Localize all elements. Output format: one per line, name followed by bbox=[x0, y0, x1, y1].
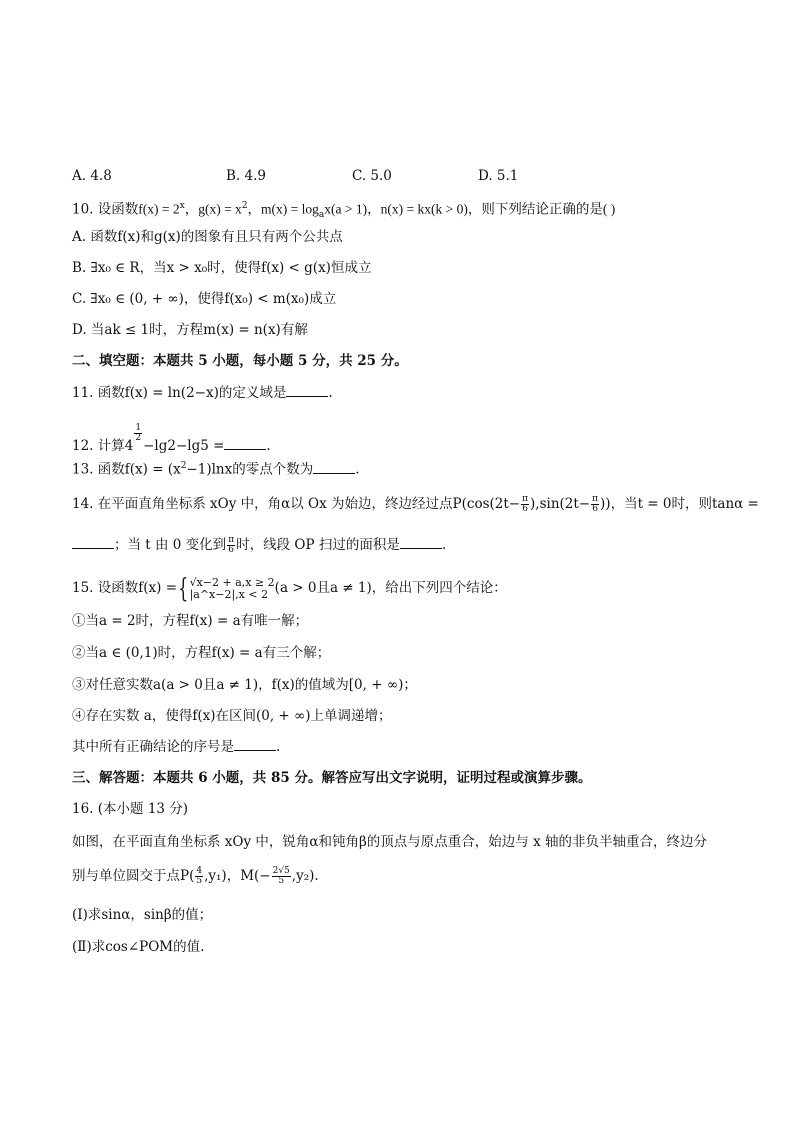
answer-blank bbox=[400, 536, 442, 549]
q12: 12. 计算4 $\frac{1}{2}$ −lg2−lg5 = . bbox=[72, 423, 271, 454]
q14-line-1: 14. 在平面直角坐标系 xOy 中，角α以 Ox 为始边，终边经过点P(cos(2t− $\frac{\pi}{6}$ ),sin(2t− $\frac{\pi}{6}$ ))，当t = 0时，则tanα = bbox=[72, 494, 759, 514]
q15-conclusion-2: ②当a ∈ (0,1)时，方程f(x) = a有三个解； bbox=[72, 645, 331, 661]
section-2-heading: 二、填空题：本题共 5 小题，每小题 5 分，共 25 分。 bbox=[72, 353, 408, 369]
q10-option-a: A. 函数f(x)和g(x)的图象有且只有两个公共点 bbox=[72, 229, 343, 245]
q9-option-a: A. 4.8 bbox=[72, 168, 112, 184]
q15-stem: 15. 设函数f(x) ={ √x−2 + a,x ≥ 2 |a^x−2|,x < 2 (a > 0且a ≠ 1)，给出下列四个结论： bbox=[72, 573, 507, 604]
q9-option-b: B. 4.9 bbox=[226, 168, 266, 184]
q16-part-1: (Ⅰ)求sinα，sinβ的值； bbox=[72, 907, 213, 923]
q15-conclusion-3: ③对任意实数a(a > 0且a ≠ 1)，f(x)的值域为[0, + ∞)； bbox=[72, 677, 417, 693]
q15-conclusion-4: ④存在实数 a，使得f(x)在区间(0, + ∞)上单调递增； bbox=[72, 708, 392, 724]
q10-option-b: B. ∃x₀ ∈ R，当x > x₀时，使得f(x) < g(x)恒成立 bbox=[72, 260, 372, 276]
q11: 11. 函数f(x) = ln(2−x)的定义域是 . bbox=[72, 385, 333, 401]
answer-blank bbox=[234, 738, 276, 751]
q9-option-d: D. 5.1 bbox=[478, 168, 519, 184]
q14-line-2: ；当 t 由 0 变化到 $\frac{\pi}{6}$ 时，线段 OP 扫过的面积是 . bbox=[72, 536, 446, 555]
q13: 13. 函数$f(x) = (x^2-1)\ln x$的零点个数为 . bbox=[72, 461, 360, 478]
q10-option-d: D. 当ak ≤ 1时，方程m(x) = n(x)有解 bbox=[72, 322, 308, 338]
answer-blank bbox=[286, 384, 328, 397]
q16-line-2: 别与单位圆交于点P( $\frac{4}{5}$ ,y₁)，M(− $\frac{2√5}{5}$ ,y₂). bbox=[72, 866, 319, 886]
q10-stem: 10. 设函数$f(x) = 2^x$，$g(x) = x^2$，$m(x) = \log_ax(a > 1)$，n(x) = kx(k > 0)，则下列结论正确的是( ) bbox=[72, 201, 616, 221]
q16-line-1: 如图，在平面直角坐标系 xOy 中，锐角α和钝角β的顶点与原点重合，始边与 x 轴的非负半轴重合，终边分 bbox=[72, 834, 708, 850]
answer-blank bbox=[72, 536, 114, 549]
q16-part-2: (Ⅱ)求cos∠POM的值. bbox=[72, 939, 205, 955]
q15-answer-line: 其中所有正确结论的序号是 . bbox=[72, 739, 281, 755]
answer-blank bbox=[224, 437, 266, 450]
q10-option-c: C. ∃x₀ ∈ (0, + ∞)，使得f(x₀) < m(x₀)成立 bbox=[72, 291, 337, 307]
q15-conclusion-1: ①当a = 2时，方程f(x) = a有唯一解； bbox=[72, 613, 309, 629]
q16-header: 16. (本小题 13 分) bbox=[72, 801, 189, 817]
q9-option-c: C. 5.0 bbox=[352, 168, 392, 184]
section-3-heading: 三、解答题：本题共 6 小题，共 85 分。解答应写出文字说明，证明过程或演算步骤。 bbox=[72, 770, 592, 786]
answer-blank bbox=[313, 461, 355, 474]
